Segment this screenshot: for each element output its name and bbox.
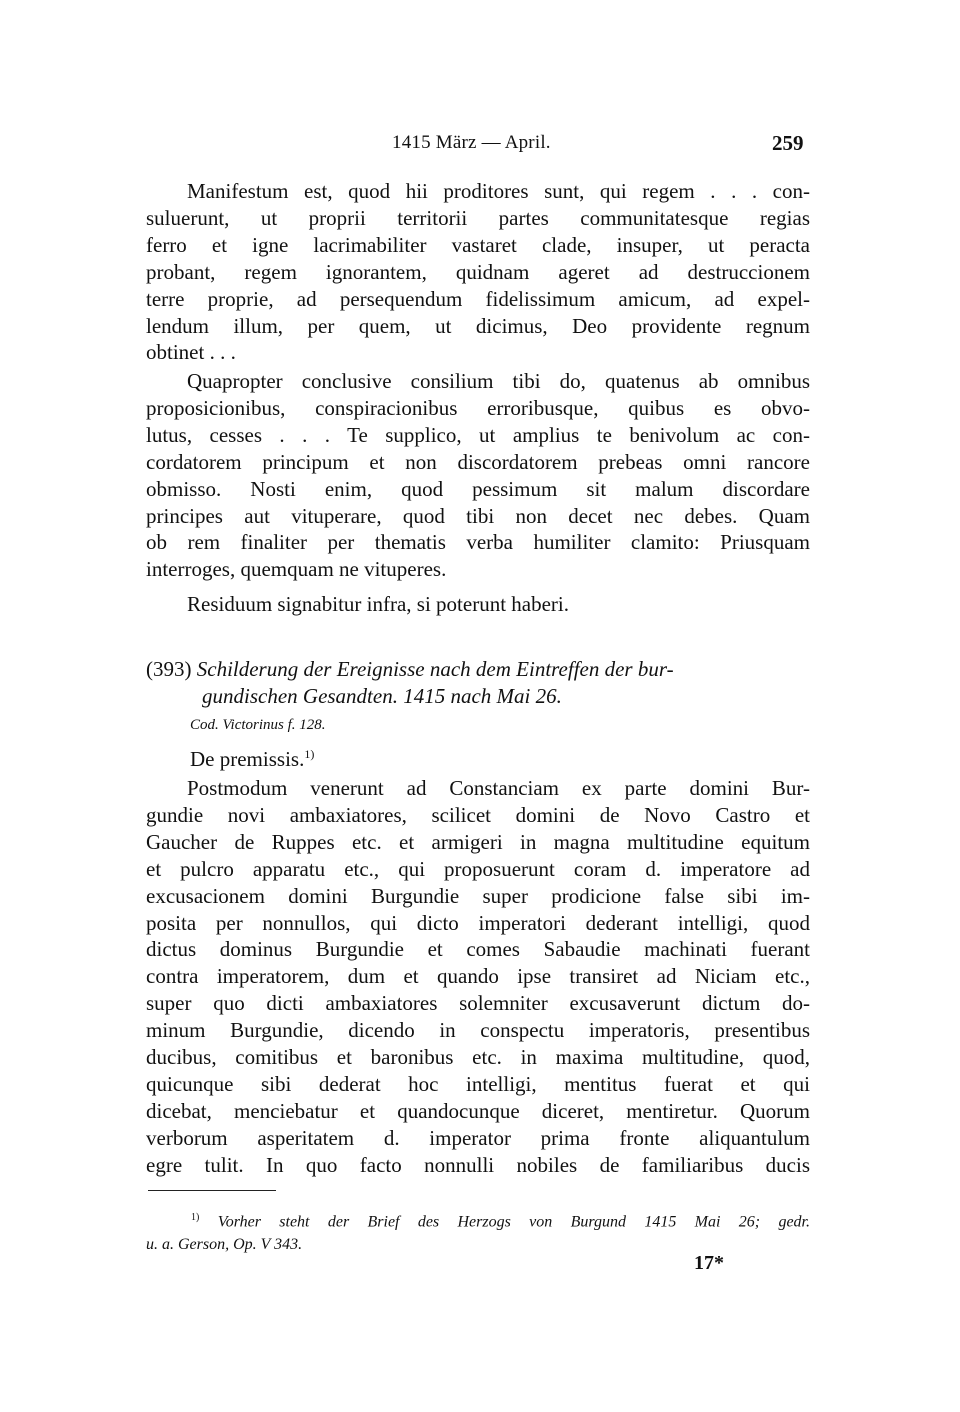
text-line: lendum illum, per quem, ut dicimus, Deo providente regnum — [146, 313, 810, 338]
entry-number: (393) — [146, 657, 192, 681]
text-line: Quapropter conclusive consilium tibi do, quatenus ab omnibus — [187, 369, 810, 393]
text-line: terre proprie, ad persequendum fidelissimum amicum, ad expel- — [146, 286, 810, 311]
paragraph-quapropter — [146, 368, 810, 583]
text-line: proposicionibus, conspiracionibus erroribusque, quibus es obvo- — [146, 395, 810, 420]
text-line: verborum asperitatem d. imperator prima fronte aliquantulum — [146, 1125, 810, 1150]
text-line: ferro et igne lacrimabiliter vastaret clade, insuper, ut peracta — [146, 232, 810, 257]
entry-title-line2: gundischen Gesandten. 1415 nach Mai 26. — [202, 684, 562, 708]
entry-heading — [146, 656, 810, 710]
text-line: ob rem finaliter per thematis verba humiliter clamito: Priusquam — [146, 530, 810, 555]
paragraph-postmodum — [146, 775, 810, 1179]
text-line: gundie novi ambaxiatores, scilicet domini de Novo Castro et — [146, 802, 810, 827]
footnote-divider — [148, 1190, 276, 1191]
text-line: et pulcro apparatu etc., qui proposuerunt coram d. imperatore ad — [146, 856, 810, 881]
text-line: obtinet . . . — [146, 340, 236, 365]
text-line: Postmodum venerunt ad Constanciam ex parte domini Bur- — [187, 776, 810, 800]
text-line: lutus, cesses . . . Te supplico, ut amplius te benivolum ac con- — [146, 422, 810, 447]
text-line: contra imperatorem, dum et quando ipse transiret ad Niciam etc., — [146, 964, 810, 989]
paragraph-manifestum — [146, 178, 810, 366]
text-line: principes aut vituperare, quod tibi non decet nec debes. Quam — [146, 503, 810, 528]
footnote-line1 — [146, 1206, 810, 1233]
text-line: super quo dicti ambaxiatores solemniter excusaverunt dictum do- — [146, 991, 810, 1016]
page-number: 259 — [772, 131, 804, 155]
footnote-ref: 1) — [304, 747, 315, 761]
opening-text: De premissis. — [190, 747, 305, 771]
footnote — [146, 1206, 810, 1256]
text-line: Gaucher de Ruppes etc. et armigeri in magna multitudine equitum — [146, 829, 810, 854]
text-line: posita per nonnullos, qui dicto imperatori dederant intelligi, quod — [146, 910, 810, 935]
source-citation: Cod. Victorinus f. 128. — [190, 717, 326, 733]
text-line: ducibus, comitibus et baronibus etc. in maxima multitudine, quod, — [146, 1045, 810, 1070]
paragraph-residuum — [146, 591, 810, 618]
running-header: 1415 März — April. — [392, 132, 551, 153]
text-line: dictus dominus Burgundie et comes Sabaudie machinati fuerant — [146, 937, 810, 962]
text-line: Residuum signabitur infra, si poterunt haberi. — [187, 592, 570, 616]
text-line: dicebat, menciebatur et quandocunque diceret, mentiretur. Quorum — [146, 1098, 810, 1123]
text-line: quicunque sibi dederat hoc intelligi, mentitus fuerat et qui — [146, 1071, 810, 1096]
text-line: Manifestum est, quod hii proditores sunt, qui regem . . . con- — [187, 179, 810, 203]
text-line: suluerunt, ut proprii territorii partes communitatesque regias — [146, 205, 810, 230]
footnote-marker: 1) — [191, 1212, 200, 1223]
text-line: egre tulit. In quo facto nonnulli nobiles de familiaribus ducis — [146, 1152, 810, 1177]
entry-opening — [190, 747, 314, 772]
text-line: excusacionem domini Burgundie super prodicione false sibi im- — [146, 883, 810, 908]
text-line: minum Burgundie, dicendo in conspectu imperatoris, presentibus — [146, 1018, 810, 1043]
text-line: interroges, quemquam ne vituperes. — [146, 557, 447, 582]
footnote-line2: u. a. Gerson, Op. V 343. — [146, 1236, 303, 1254]
text-line: probant, regem ignorantem, quidnam ageret ad destruccionem — [146, 259, 810, 284]
entry-title-line1: Schilderung der Ereignisse nach dem Eintreffen der bur- — [196, 657, 674, 681]
text-line: cordatorem principum et non discordatorem prebeas omni rancore — [146, 449, 810, 474]
signature-mark: 17* — [694, 1252, 724, 1274]
footnote-text: Vorher steht der Brief des Herzogs von Burgund 1415 Mai 26; gedr. — [217, 1213, 811, 1231]
text-line: obmisso. Nosti enim, quod pessimum sit malum discordare — [146, 476, 810, 501]
